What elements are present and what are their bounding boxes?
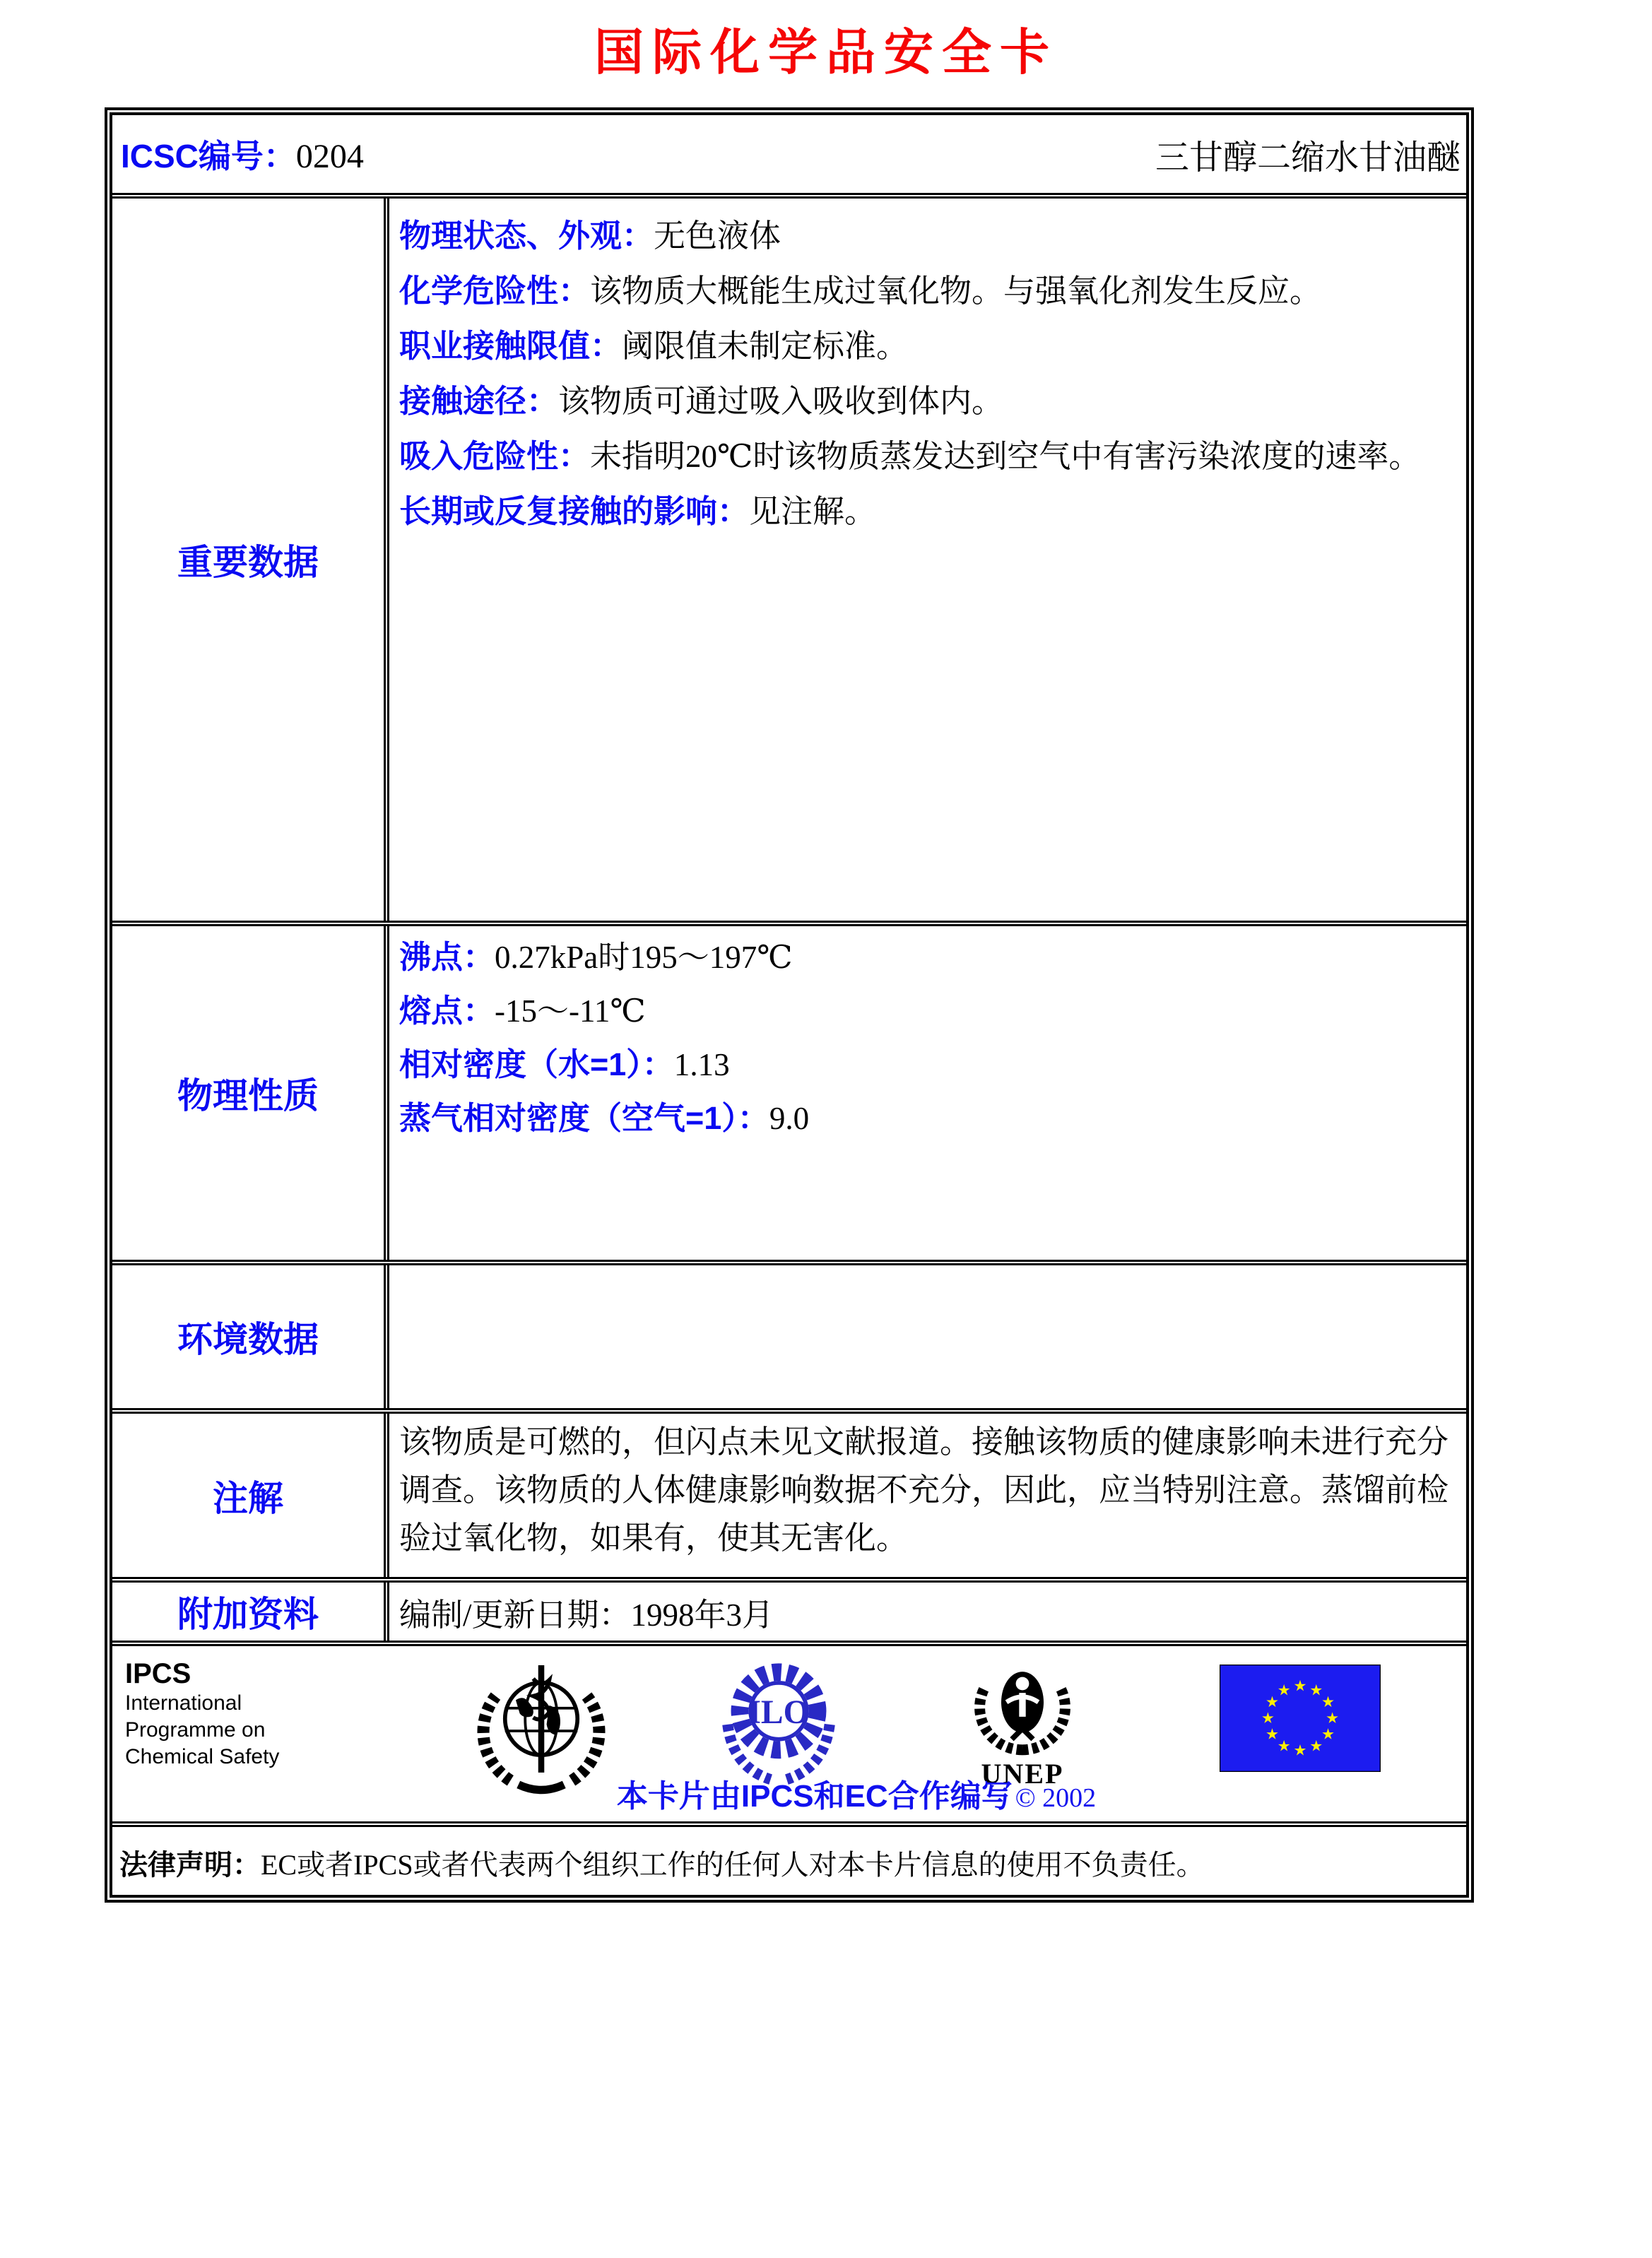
- data-item: [399, 1038, 1453, 1092]
- additional-info-content: 编制/更新日期：1998年3月: [399, 1597, 774, 1633]
- field-value: 阈限值未制定标准。: [622, 329, 909, 364]
- unep-wordmark: UNEP: [981, 1758, 1064, 1790]
- field-value: 该物质大概能生成过氧化物。与强氧化剂发生反应。: [590, 273, 1322, 309]
- field-label: 相对密度（水=1）：: [399, 1046, 674, 1082]
- field-label: 长期或反复接触的影响：: [399, 493, 750, 529]
- ipcs-name-line: Chemical Safety: [125, 1745, 280, 1768]
- field-label: 物理状态、外观：: [399, 218, 654, 254]
- field-value: 无色液体: [654, 218, 781, 254]
- legal-label: 法律声明：: [119, 1850, 261, 1881]
- field-value: 1.13: [673, 1047, 730, 1082]
- ipcs-name-line: Programme on: [125, 1718, 266, 1742]
- section-label-notes: 注解: [112, 1414, 389, 1577]
- icsc-number-label: ICSC编号：: [121, 138, 296, 175]
- data-item: [399, 930, 1453, 984]
- physical-properties-content: [389, 926, 1466, 1145]
- header-row: [112, 115, 1466, 193]
- icsc-number-value: 0204: [295, 138, 364, 175]
- environmental-data-row: [112, 1260, 1466, 1408]
- field-label: 职业接触限值：: [399, 328, 623, 364]
- ilo-letters: ILO: [748, 1694, 810, 1731]
- ipcs-acronym: IPCS: [125, 1658, 191, 1689]
- field-label: 沸点：: [399, 939, 495, 975]
- data-item: [399, 429, 1453, 484]
- credit-line: [112, 1771, 1466, 1816]
- field-label: 熔点：: [399, 993, 495, 1029]
- field-value: 0.27kPa时195～197℃: [495, 940, 793, 975]
- section-label-additional: 附加资料: [112, 1583, 389, 1641]
- important-data-row: [112, 193, 1466, 921]
- data-item: [399, 264, 1453, 319]
- data-item: [399, 319, 1453, 374]
- data-item: [399, 374, 1453, 429]
- notes-row: [112, 1408, 1466, 1577]
- unep-icon: [966, 1652, 1079, 1790]
- field-label: 化学危险性：: [399, 273, 591, 309]
- data-item: [399, 1092, 1453, 1145]
- important-data-content: [389, 199, 1466, 539]
- field-label: 蒸气相对密度（空气=1）：: [399, 1100, 769, 1136]
- physical-properties-row: [112, 921, 1466, 1260]
- notes-content: 该物质是可燃的，但闪点未见文献报道。接触该物质的健康影响未进行充分调查。该物质的人体健康影响数据不充分，因此，应当特别注意。蒸馏前检验过氧化物，如果有，使其无害化。: [399, 1424, 1449, 1556]
- section-label-important: 重要数据: [112, 199, 389, 921]
- field-value: 见注解。: [749, 494, 877, 529]
- ipcs-text-block: [125, 1657, 279, 1771]
- ipcs-name-line: International: [125, 1691, 242, 1715]
- data-item: [399, 208, 1453, 264]
- icsc-number-group: [121, 131, 364, 177]
- additional-info-row: [112, 1577, 1466, 1641]
- field-value: 9.0: [769, 1101, 810, 1136]
- field-value: -15～-11℃: [495, 993, 646, 1029]
- section-label-physical: 物理性质: [112, 926, 389, 1260]
- field-value: 该物质可通过吸入吸收到体内。: [558, 384, 1004, 419]
- credit-text: 本卡片由IPCS和EC合作编写: [616, 1779, 1013, 1814]
- field-label: 吸入危险性：: [399, 438, 591, 474]
- legal-text: EC或者IPCS或者代表两个组织工作的任何人对本卡片信息的使用不负责任。: [261, 1849, 1205, 1881]
- credit-year: © 2002: [1015, 1783, 1097, 1813]
- ipcs-logos-row: [112, 1641, 1466, 1821]
- environmental-data-content: [389, 1265, 1466, 1408]
- data-item: [399, 484, 1453, 539]
- page-title: 国际化学品安全卡: [594, 26, 1058, 81]
- field-value: 未指明20℃时该物质蒸发达到空气中有害污染浓度的速率。: [590, 439, 1421, 474]
- legal-row: [112, 1821, 1466, 1895]
- section-label-environment: 环境数据: [112, 1265, 389, 1408]
- field-label: 接触途径：: [399, 383, 559, 419]
- eu-flag-icon: [1220, 1665, 1381, 1775]
- data-item: [399, 984, 1453, 1038]
- chemical-name: 三甘醇二缩水甘油醚: [1155, 138, 1461, 177]
- safety-card-table: [105, 107, 1474, 1903]
